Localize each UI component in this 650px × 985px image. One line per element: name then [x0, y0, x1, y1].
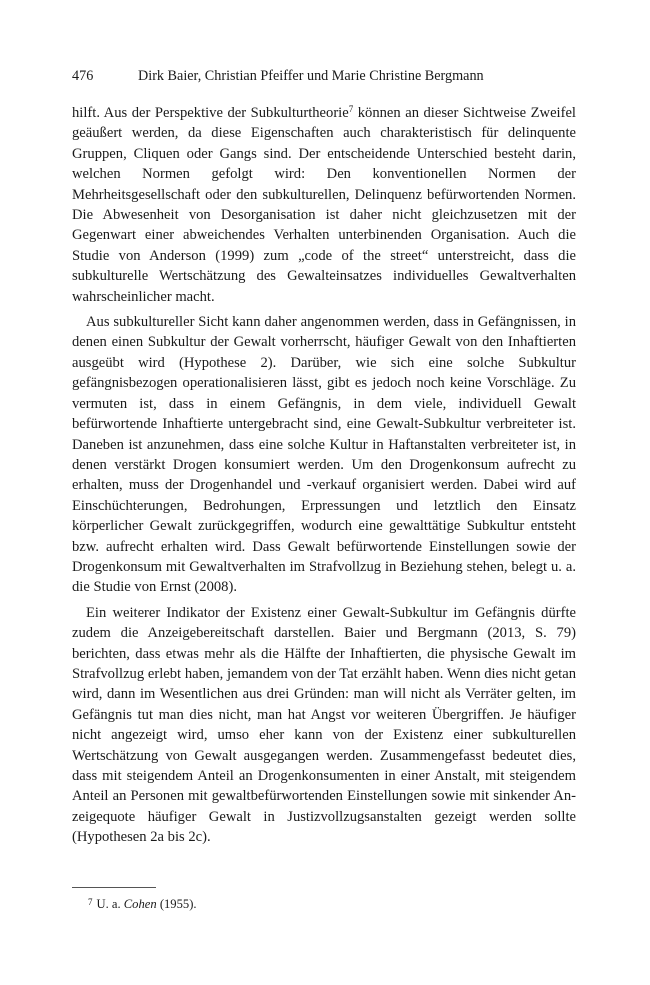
footnote-reference: 7: [348, 104, 354, 114]
paragraph-1-rest: können an dieser Sichtweise Zweifel geäußert werden, da diese Eigenschaften auch charakteristisch für delinquente Gruppen, Cliquen oder Gangs sind. Der entscheidende Unterschied besteht darin, welchen Normen gefolgt wird: Den konventionellen Normen der Mehrheitsgesellschaft oder den subkulturellen, Delinquenz befürwortenden Normen. Die Abwesenheit von Desorganisation ist daher nicht gleichzusetzen mit der Gegenwart einer abweichendes Verhalten unterbinenden Organisation. Auch die Studie von Anderson (1999) zum „code of the street“ unterstreicht, dass die subkulturelle Wertschätzung des Gewalteinsatzes individuelles Gewaltverhalten wahrscheinlicher macht.: [72, 105, 576, 305]
document-page: [72, 66, 576, 853]
running-header-authors: Dirk Baier, Christian Pfeiffer und Marie Christine Bergmann: [138, 68, 484, 84]
footnote-suffix: (1955).: [156, 897, 197, 911]
footnote-separator: [72, 887, 156, 888]
footnote: [88, 894, 197, 912]
running-header: [72, 66, 576, 86]
footnote-number: 7: [88, 897, 93, 907]
paragraph-1-start: hilft. Aus der Perspektive der Subkulturtheorie: [72, 105, 349, 121]
paragraph-3: Ein weiterer Indikator der Existenz einer Gewalt-Subkultur im Gefängnis dürfte zudem die Anzeigebereitschaft darstellen. Baier und Bergmann (2013, S. 79) berichten, dass etwas mehr als die Hälfte der Inhaftierten, die physische Gewalt im Strafvollzug erlebt haben, jemandem von der Tat erzählt haben. Wenn dies nicht getan wird, dann im Wesentlichen aus drei Gründen: man will nicht als Verräter gelten, im Gefängnis tut man dies nicht, man hat Angst vor weiteren Übergriffen. Je häufiger nicht angezeigt wird, umso eher kann von der Existenz einer subkulturellen Wertschätzung von Gewalt ausgegangen werden. Zusammengefasst bedeutet dies, dass mit steigendem Anteil an Drogenkonsumenten in einer Anstalt, mit steigendem Anteil an Personen mit gewaltbefürwortenden Einstellungen sowie mit sinkender Anzeigequote häufiger Gewalt in Justizvollzugsanstalten gezeigt werden sollte (Hypothesen 2a bis 2c).: [72, 604, 576, 846]
footnote-prefix: U. a.: [96, 897, 124, 911]
body-text: [72, 103, 576, 848]
footnote-author: Cohen: [123, 897, 157, 911]
page-number: 476: [72, 68, 94, 84]
paragraph-2: Aus subkultureller Sicht kann daher angenommen werden, dass in Gefängnissen, in denen einen Subkultur der Gewalt vorherrscht, häufiger Gewalt von den Inhaftierten ausgeübt wird (Hypothese 2). Darüber, wie sich eine solche Subkultur gefängnisbezogen operationalisieren lässt, gibt es jedoch noch keine Vorschläge. Zu vermuten ist, dass in einem Gefängnis, in dem viele, individuell Gewalt befürwortende Inhaftierte untergebracht sind, eine Gewalt-Subkultur verbreiteter ist. Daneben ist anzunehmen, dass eine solche Kultur in Haftanstalten verbreiteter ist, in denen verstärkt Drogen konsumiert werden. Um den Drogenkonsum aufrecht zu erhalten, muss der Drogenhandel und -verkauf organisiert werden. Dabei wird auf Einschüchterungen, Bedrohungen, Erpressungen und letztlich den Einsatz körperlicher Gewalt zurückgegriffen, wodurch eine gewalttätige Subkultur entsteht bzw. aufrecht erhalten wird. Dass Gewalt befürwortende Einstellungen sowie der Drogenkonsum mit Gewaltverhalten im Strafvollzug in Beziehung stehen, belegt u. a. die Studie von Ernst (2008).: [72, 314, 576, 596]
paragraph-1: [72, 103, 576, 307]
